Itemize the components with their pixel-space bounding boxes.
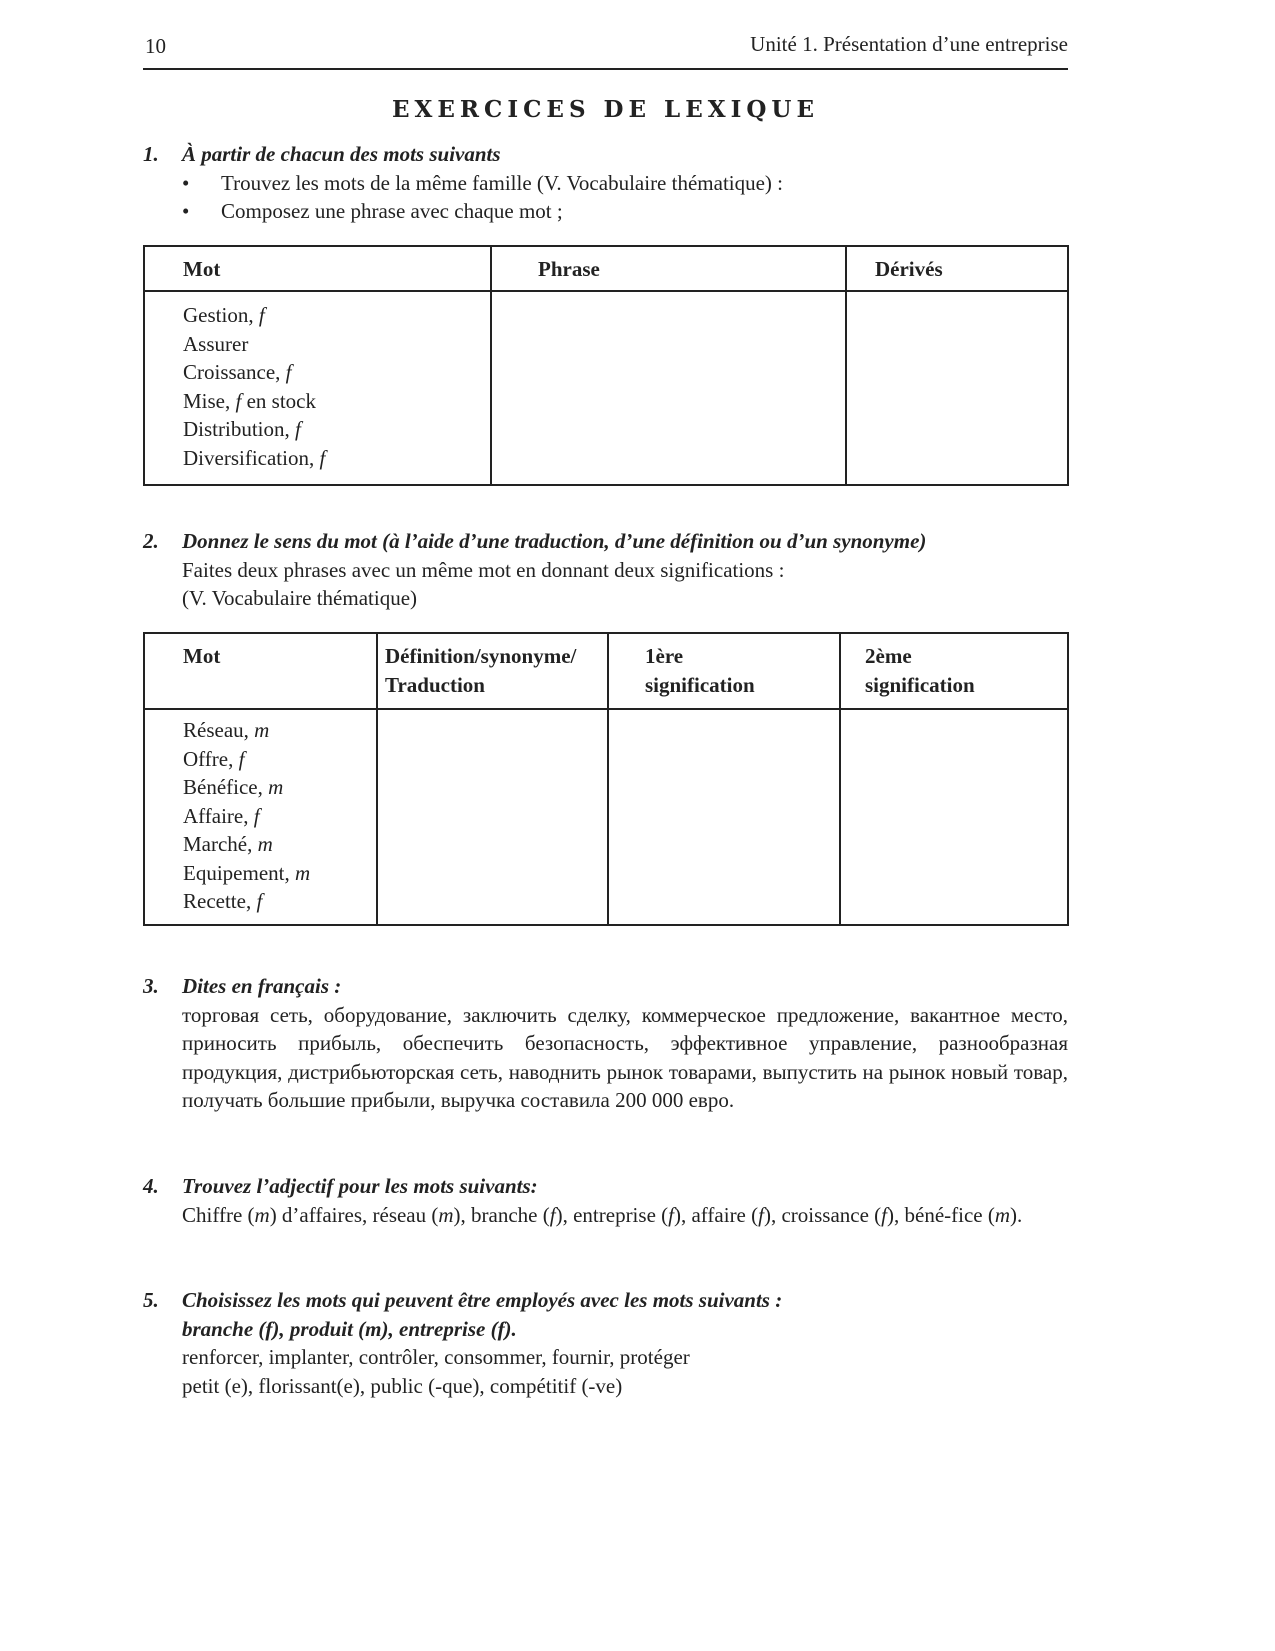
word: Affaire,	[183, 803, 249, 828]
gender-marker: m	[254, 718, 270, 742]
word-item	[183, 358, 490, 387]
header-line: Définition/synonyme/	[385, 644, 577, 668]
column-header-definition	[377, 633, 608, 709]
exercise-number: 3.	[143, 974, 159, 998]
derives-cell[interactable]	[846, 291, 1068, 485]
exercise-4	[143, 1172, 1068, 1229]
word-item	[183, 859, 376, 888]
exercise-number: 5.	[143, 1288, 159, 1312]
bullet-list	[182, 169, 1068, 226]
word: Diversification,	[183, 445, 315, 470]
gender-marker: f	[881, 1202, 888, 1227]
exercise-3	[143, 972, 1068, 1115]
header-line: Mot	[183, 644, 221, 668]
word: Marché,	[183, 832, 253, 856]
word: Réseau,	[183, 718, 249, 742]
noun-item: croissance (f),	[781, 1202, 905, 1227]
header-line: 1ère	[645, 644, 684, 668]
gender-marker: m	[268, 775, 284, 799]
gender-marker: f	[295, 417, 301, 441]
word: Assurer	[183, 331, 249, 356]
phrase-cell[interactable]	[491, 291, 846, 485]
word: Distribution,	[183, 417, 290, 441]
exercise-5	[143, 1286, 1068, 1400]
word: Mise,	[183, 388, 231, 413]
header-line: 2ème	[865, 644, 912, 668]
exercise-instruction: Trouvez l’adjectif pour les mots suivants:	[182, 1174, 538, 1198]
exercise-number: 1.	[143, 142, 159, 166]
word: Bénéfice,	[183, 775, 263, 799]
exercise-instruction: Choisissez les mots qui peuvent être employés avec les mots suivants :	[182, 1288, 783, 1312]
noun-item: branche (f),	[471, 1202, 574, 1227]
signification-2-cell[interactable]	[840, 709, 1068, 925]
header-line: Traduction	[385, 672, 485, 697]
instruction-line: (V. Vocabulaire thématique)	[182, 586, 418, 610]
gender-marker: f	[258, 303, 265, 327]
word: Equipement,	[183, 860, 290, 885]
bullet-item: • Trouvez les mots de la même famille (V. Vocabulaire thématique) :	[182, 169, 1068, 198]
exercise-1-table	[143, 245, 1069, 486]
gender-marker: f	[285, 360, 292, 384]
column-header-derives: Dérivés	[846, 246, 1068, 291]
gender-marker: f	[253, 803, 260, 828]
word-list	[183, 716, 376, 916]
definition-cell[interactable]	[377, 709, 608, 925]
word-list-cell	[144, 291, 491, 485]
word-suffix: en stock	[241, 388, 316, 413]
word-item	[183, 387, 490, 416]
page-header	[143, 28, 1068, 70]
column-header-2eme-signification	[840, 633, 1068, 709]
gender-marker: m	[257, 832, 273, 856]
word-item	[183, 830, 376, 859]
noun-item: entreprise (f),	[573, 1202, 692, 1227]
header-line: signification	[865, 672, 975, 697]
word-item	[183, 773, 376, 802]
russian-phrases: торговая сеть, оборудование, заключить сделку, коммерческое предложение, вакантное место, приносить прибыль, обеспечить безопасность, эффективное управление, разнообразная продукция, дистрибьюторская сеть, наводнить рынок товарами, выпустить на рынок новый товар, получать большие прибыли, выручка составила 200 000 евро.	[182, 1002, 1068, 1112]
word-item	[183, 330, 490, 359]
section-title: EXERCICES DE LEXIQUE	[392, 96, 819, 123]
noun-item: Chiffre (m) d’affaires,	[182, 1202, 373, 1227]
exercise-instruction: À partir de chacun des mots suivants	[182, 142, 501, 166]
exercise-number: 2.	[143, 529, 159, 553]
word-list	[183, 301, 490, 472]
noun-item: affaire (f),	[691, 1202, 782, 1227]
gender-marker: f	[235, 388, 242, 413]
header-line: signification	[645, 672, 755, 697]
page-number: 10	[145, 34, 166, 58]
gender-marker: m	[254, 1202, 270, 1227]
gender-marker: f	[319, 445, 326, 470]
gender-marker: f	[256, 889, 263, 913]
word-item	[183, 887, 376, 916]
gender-marker: m	[994, 1202, 1011, 1227]
instruction-line: Faites deux phrases avec un même mot en donnant deux significations :	[182, 557, 785, 582]
word: Recette,	[183, 889, 252, 913]
exercise-2-table	[143, 632, 1069, 926]
word-item	[183, 301, 490, 330]
column-header-1ere-signification	[608, 633, 840, 709]
column-header-phrase: Phrase	[491, 246, 846, 291]
signification-1-cell[interactable]	[608, 709, 840, 925]
column-header-mot	[144, 633, 377, 709]
noun-item: réseau (m),	[372, 1202, 472, 1227]
exercise-1	[143, 140, 1068, 226]
word: Croissance,	[183, 360, 281, 384]
adjective-list: petit (e), florissant(e), public (-que), compétitif (-ve)	[182, 1373, 623, 1398]
gender-marker: f	[758, 1202, 764, 1227]
verb-list: renforcer, implanter, contrôler, consommer, fournir, protéger	[182, 1345, 690, 1369]
gender-marker: m	[294, 860, 311, 885]
word-item	[183, 444, 490, 473]
bullet-item: • Composez une phrase avec chaque mot ;	[182, 197, 1068, 226]
gender-marker: m	[438, 1202, 454, 1227]
word-item	[183, 716, 376, 745]
exercise-instruction-words: branche (f), produit (m), entreprise (f).	[182, 1316, 517, 1341]
running-title: Unité 1. Présentation d’une entreprise	[750, 32, 1068, 56]
word: Gestion,	[183, 303, 254, 327]
word-list-cell	[144, 709, 377, 925]
gender-marker: f	[668, 1202, 674, 1227]
noun-item: béné-fice (m).	[904, 1202, 1023, 1227]
exercise-number: 4.	[143, 1174, 159, 1198]
word-item	[183, 745, 376, 774]
word-item	[183, 415, 490, 444]
word: Offre,	[183, 746, 234, 771]
word-item	[183, 802, 376, 831]
exercise-instruction: Donnez le sens du mot (à l’aide d’une traduction, d’une définition ou d’un synonyme)	[182, 529, 927, 553]
gender-marker: f	[549, 1202, 556, 1227]
column-header-mot: Mot	[144, 246, 491, 291]
exercise-instruction: Dites en français :	[182, 974, 342, 998]
exercise-2	[143, 527, 1068, 613]
gender-marker: f	[238, 746, 245, 771]
word-list	[182, 1201, 1068, 1230]
